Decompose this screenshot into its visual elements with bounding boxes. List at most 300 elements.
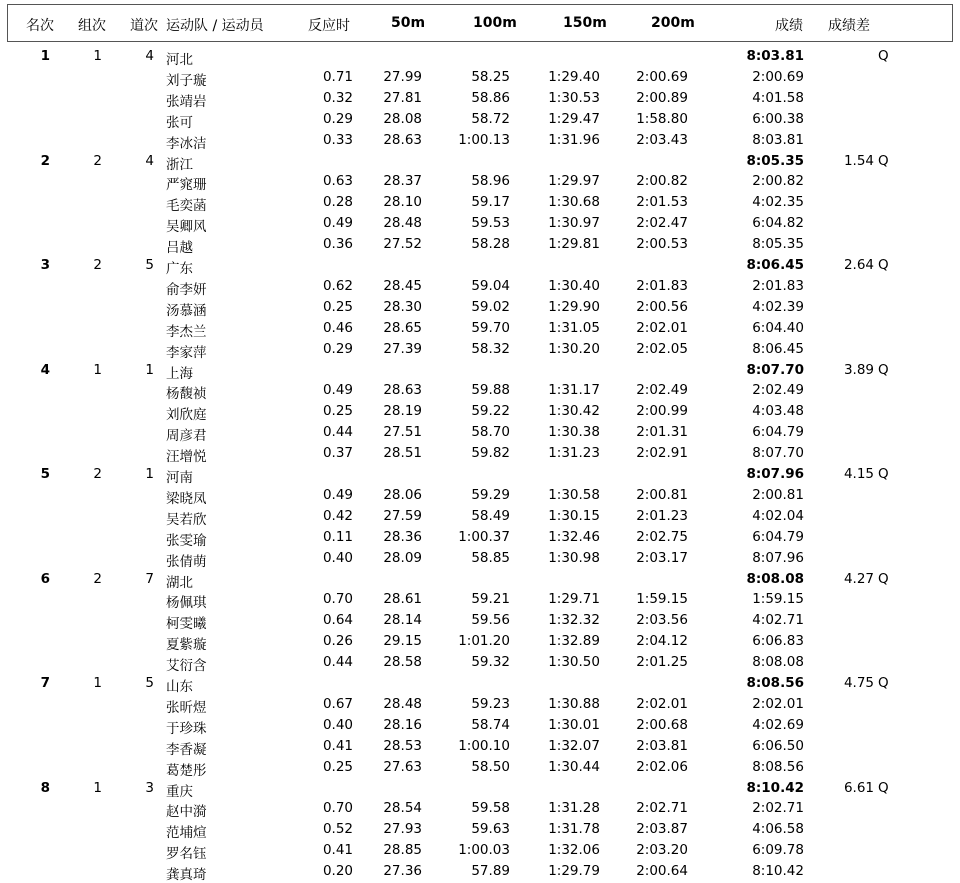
team-row xyxy=(0,778,960,799)
split-150m: 1:30.88 xyxy=(548,695,600,712)
team-name: 河南 xyxy=(166,470,193,486)
split-100m: 59.53 xyxy=(471,215,510,232)
qualified-badge: Q xyxy=(878,361,889,378)
swimmer-name: 刘欣庭 xyxy=(166,407,207,424)
split-50m: 28.65 xyxy=(383,319,422,336)
split-50m: 28.63 xyxy=(383,382,422,399)
cumulative-cell: 8:07.96 xyxy=(752,549,804,566)
split-200m: 2:00.64 xyxy=(636,863,688,880)
split-150m: 1:31.23 xyxy=(548,445,600,462)
result-cell: 8:05.35 xyxy=(746,152,804,169)
cumulative-cell: 8:05.35 xyxy=(752,236,804,253)
header-diff: 成绩差 xyxy=(828,18,870,34)
cumulative-cell: 2:01.83 xyxy=(752,277,804,294)
split-100m: 59.23 xyxy=(471,695,510,712)
split-150m: 1:32.46 xyxy=(548,528,600,545)
split-150m: 1:29.71 xyxy=(548,591,600,608)
split-100m: 59.82 xyxy=(471,445,510,462)
split-50m: 28.06 xyxy=(383,486,422,503)
heat-cell: 2 xyxy=(93,257,102,273)
reaction-cell: 0.41 xyxy=(322,842,353,859)
reaction-cell: 0.32 xyxy=(322,89,353,106)
split-200m: 2:00.56 xyxy=(636,298,688,315)
reaction-cell: 0.33 xyxy=(322,131,353,148)
split-100m: 1:01.20 xyxy=(458,633,510,650)
split-150m: 1:30.15 xyxy=(548,507,600,524)
reaction-cell: 0.40 xyxy=(322,716,353,733)
swimmer-row xyxy=(0,380,960,401)
cumulative-cell: 8:08.08 xyxy=(752,654,804,671)
split-50m: 27.81 xyxy=(383,89,422,106)
swimmer-name: 艾衍含 xyxy=(166,658,207,675)
split-200m: 2:02.05 xyxy=(636,340,688,357)
split-150m: 1:30.53 xyxy=(548,89,600,106)
cumulative-cell: 4:01.58 xyxy=(752,89,804,106)
split-50m: 27.39 xyxy=(383,340,422,357)
split-50m: 28.85 xyxy=(383,842,422,859)
swimmer-row xyxy=(0,192,960,213)
split-150m: 1:29.81 xyxy=(548,236,600,253)
split-200m: 2:02.01 xyxy=(636,695,688,712)
reaction-cell: 0.11 xyxy=(322,528,353,545)
split-200m: 2:01.23 xyxy=(636,507,688,524)
split-200m: 2:00.81 xyxy=(636,486,688,503)
cumulative-cell: 6:06.50 xyxy=(752,737,804,754)
split-100m: 59.21 xyxy=(471,591,510,608)
qualified-badge: Q xyxy=(878,152,889,169)
split-100m: 58.96 xyxy=(471,173,510,190)
lane-cell: 3 xyxy=(145,779,154,796)
header-result: 成绩 xyxy=(775,18,803,34)
split-150m: 1:30.01 xyxy=(548,716,600,733)
team-row xyxy=(0,360,960,381)
lane-cell: 4 xyxy=(145,152,154,169)
split-200m: 2:02.91 xyxy=(636,445,688,462)
team-row xyxy=(0,673,960,694)
lane-cell: 7 xyxy=(145,570,154,587)
swimmer-name: 龚真琦 xyxy=(166,867,207,883)
split-100m: 58.74 xyxy=(471,716,510,733)
split-200m: 2:00.68 xyxy=(636,716,688,733)
split-50m: 28.36 xyxy=(383,528,422,545)
reaction-cell: 0.52 xyxy=(322,821,353,838)
split-200m: 1:58.80 xyxy=(636,110,688,127)
swimmer-name: 罗名钰 xyxy=(166,846,207,863)
team-row xyxy=(0,151,960,172)
result-cell: 8:08.56 xyxy=(746,675,804,691)
swimmer-row xyxy=(0,443,960,464)
split-50m: 28.14 xyxy=(383,612,422,629)
heat-cell: 1 xyxy=(93,675,102,691)
reaction-cell: 0.70 xyxy=(322,591,353,608)
split-100m: 1:00.10 xyxy=(458,737,510,754)
header-50m: 50m xyxy=(391,15,426,31)
swimmer-row xyxy=(0,798,960,819)
split-150m: 1:32.06 xyxy=(548,842,600,859)
swimmer-name: 范埔煊 xyxy=(166,825,207,842)
heat-cell: 1 xyxy=(93,361,102,378)
swimmer-row xyxy=(0,130,960,151)
reaction-cell: 0.44 xyxy=(322,654,353,671)
cumulative-cell: 6:00.38 xyxy=(752,110,804,127)
header-lane: 道次 xyxy=(130,18,158,34)
split-100m: 59.56 xyxy=(471,612,510,629)
split-100m: 1:00.37 xyxy=(458,528,510,545)
reaction-cell: 0.36 xyxy=(322,236,353,253)
split-100m: 59.17 xyxy=(471,194,510,211)
qualified-badge: Q xyxy=(878,48,889,64)
swimmer-row xyxy=(0,819,960,840)
swimmer-name: 严窕珊 xyxy=(166,177,207,194)
split-150m: 1:30.97 xyxy=(548,215,600,232)
split-150m: 1:29.90 xyxy=(548,298,600,315)
split-150m: 1:29.40 xyxy=(548,68,600,85)
cumulative-cell: 2:00.82 xyxy=(752,173,804,190)
split-50m: 28.09 xyxy=(383,549,422,566)
swimmer-row xyxy=(0,276,960,297)
reaction-cell: 0.41 xyxy=(322,737,353,754)
split-200m: 2:03.17 xyxy=(636,549,688,566)
swimmer-name: 赵中漪 xyxy=(166,804,207,821)
swimmer-row xyxy=(0,840,960,861)
swimmer-row xyxy=(0,213,960,234)
reaction-cell: 0.62 xyxy=(322,277,353,294)
swimmer-row xyxy=(0,67,960,88)
team-name: 河北 xyxy=(166,52,193,68)
reaction-cell: 0.25 xyxy=(322,403,353,420)
split-100m: 59.32 xyxy=(471,654,510,671)
split-100m: 58.49 xyxy=(471,507,510,524)
cumulative-cell: 8:08.56 xyxy=(752,758,804,775)
reaction-cell: 0.63 xyxy=(322,173,353,190)
reaction-cell: 0.46 xyxy=(322,319,353,336)
split-100m: 58.70 xyxy=(471,424,510,441)
diff-cell: 3.89 xyxy=(843,361,874,378)
split-100m: 59.63 xyxy=(471,821,510,838)
swimmer-name: 张靖岩 xyxy=(166,93,207,110)
result-cell: 8:10.42 xyxy=(746,779,804,796)
team-row xyxy=(0,255,960,276)
split-150m: 1:30.68 xyxy=(548,194,600,211)
split-200m: 2:02.06 xyxy=(636,758,688,775)
swimmer-name: 张倩萌 xyxy=(166,553,207,570)
reaction-cell: 0.44 xyxy=(322,424,353,441)
header-100m: 100m xyxy=(473,15,517,31)
swimmer-row xyxy=(0,715,960,736)
qualified-badge: Q xyxy=(878,779,889,796)
swimmer-name: 张可 xyxy=(166,114,193,131)
split-200m: 1:59.15 xyxy=(636,591,688,608)
split-50m: 28.19 xyxy=(383,403,422,420)
reaction-cell: 0.64 xyxy=(322,612,353,629)
cumulative-cell: 4:02.69 xyxy=(752,716,804,733)
rank-cell: 6 xyxy=(40,570,50,587)
split-200m: 2:03.87 xyxy=(636,821,688,838)
team-name: 重庆 xyxy=(166,783,193,800)
team-name: 湖北 xyxy=(166,574,193,591)
split-100m: 59.58 xyxy=(471,800,510,817)
split-100m: 58.72 xyxy=(471,110,510,127)
split-150m: 1:30.58 xyxy=(548,486,600,503)
split-150m: 1:31.28 xyxy=(548,800,600,817)
cumulative-cell: 6:04.79 xyxy=(752,528,804,545)
split-200m: 2:01.83 xyxy=(636,277,688,294)
split-200m: 2:00.53 xyxy=(636,236,688,253)
split-50m: 28.54 xyxy=(383,800,422,817)
split-100m: 58.86 xyxy=(471,89,510,106)
reaction-cell: 0.40 xyxy=(322,549,353,566)
heat-cell: 2 xyxy=(93,152,102,169)
heat-cell: 1 xyxy=(93,779,102,796)
header-200m: 200m xyxy=(651,15,695,31)
lane-cell: 4 xyxy=(145,48,154,64)
result-cell: 8:07.96 xyxy=(746,466,804,482)
reaction-cell: 0.20 xyxy=(322,863,353,880)
cumulative-cell: 6:04.82 xyxy=(752,215,804,232)
split-200m: 2:03.81 xyxy=(636,737,688,754)
split-200m: 2:02.49 xyxy=(636,382,688,399)
rank-cell: 8 xyxy=(40,779,50,796)
table-header xyxy=(7,4,953,42)
split-200m: 2:00.82 xyxy=(636,173,688,190)
split-150m: 1:31.96 xyxy=(548,131,600,148)
reaction-cell: 0.71 xyxy=(322,68,353,85)
swimmer-name: 吴卿风 xyxy=(166,219,207,236)
swimmer-name: 葛楚彤 xyxy=(166,762,207,779)
swimmer-name: 俞李妍 xyxy=(166,281,207,298)
rank-cell: 1 xyxy=(40,48,50,64)
split-50m: 28.08 xyxy=(383,110,422,127)
split-150m: 1:32.32 xyxy=(548,612,600,629)
split-200m: 2:01.53 xyxy=(636,194,688,211)
swimmer-row xyxy=(0,297,960,318)
swimmer-row xyxy=(0,506,960,527)
cumulative-cell: 2:02.71 xyxy=(752,800,804,817)
reaction-cell: 0.67 xyxy=(322,695,353,712)
split-50m: 27.99 xyxy=(383,68,422,85)
cumulative-cell: 8:06.45 xyxy=(752,340,804,357)
split-150m: 1:31.78 xyxy=(548,821,600,838)
split-150m: 1:30.98 xyxy=(548,549,600,566)
split-100m: 59.04 xyxy=(471,277,510,294)
cumulative-cell: 1:59.15 xyxy=(752,591,804,608)
lane-cell: 1 xyxy=(145,361,154,378)
reaction-cell: 0.70 xyxy=(322,800,353,817)
split-150m: 1:32.07 xyxy=(548,737,600,754)
split-200m: 2:03.56 xyxy=(636,612,688,629)
split-50m: 28.37 xyxy=(383,173,422,190)
cumulative-cell: 6:06.83 xyxy=(752,633,804,650)
split-200m: 2:00.99 xyxy=(636,403,688,420)
header-reaction: 反应时 xyxy=(308,18,350,34)
split-100m: 1:00.03 xyxy=(458,842,510,859)
swimmer-name: 李香凝 xyxy=(166,741,207,758)
rank-cell: 3 xyxy=(40,257,50,273)
split-50m: 27.63 xyxy=(383,758,422,775)
split-150m: 1:29.47 xyxy=(548,110,600,127)
heat-cell: 1 xyxy=(93,48,102,64)
split-150m: 1:30.40 xyxy=(548,277,600,294)
swimmer-name: 汤慕涵 xyxy=(166,302,207,319)
diff-cell: 6.61 xyxy=(843,779,874,796)
header-team: 运动队 / 运动员 xyxy=(166,18,264,34)
cumulative-cell: 4:02.71 xyxy=(752,612,804,629)
split-50m: 27.36 xyxy=(383,863,422,880)
cumulative-cell: 6:04.79 xyxy=(752,424,804,441)
split-150m: 1:32.89 xyxy=(548,633,600,650)
swimmer-row xyxy=(0,422,960,443)
swimmer-name: 于珍珠 xyxy=(166,720,207,737)
team-row xyxy=(0,46,960,67)
team-row xyxy=(0,464,960,485)
split-50m: 27.93 xyxy=(383,821,422,838)
split-100m: 1:00.13 xyxy=(458,131,510,148)
split-50m: 28.61 xyxy=(383,591,422,608)
diff-cell: 2.64 xyxy=(843,257,874,273)
split-200m: 2:00.69 xyxy=(636,68,688,85)
team-name: 上海 xyxy=(166,365,193,382)
split-50m: 27.51 xyxy=(383,424,422,441)
swimmer-row xyxy=(0,339,960,360)
lane-cell: 5 xyxy=(145,257,154,273)
split-150m: 1:30.50 xyxy=(548,654,600,671)
swimmer-row xyxy=(0,694,960,715)
split-150m: 1:31.05 xyxy=(548,319,600,336)
rank-cell: 4 xyxy=(40,361,50,378)
cumulative-cell: 2:02.49 xyxy=(752,382,804,399)
reaction-cell: 0.25 xyxy=(322,758,353,775)
cumulative-cell: 6:04.40 xyxy=(752,319,804,336)
split-100m: 58.28 xyxy=(471,236,510,253)
split-50m: 27.52 xyxy=(383,236,422,253)
split-200m: 2:01.31 xyxy=(636,424,688,441)
result-cell: 8:08.08 xyxy=(746,570,804,587)
diff-cell: 4.75 xyxy=(843,675,874,691)
split-200m: 2:02.75 xyxy=(636,528,688,545)
heat-cell: 2 xyxy=(93,466,102,482)
split-50m: 28.45 xyxy=(383,277,422,294)
cumulative-cell: 4:02.04 xyxy=(752,507,804,524)
cumulative-cell: 4:02.39 xyxy=(752,298,804,315)
split-50m: 28.63 xyxy=(383,131,422,148)
split-50m: 28.51 xyxy=(383,445,422,462)
rank-cell: 7 xyxy=(40,675,50,691)
split-50m: 28.58 xyxy=(383,654,422,671)
swimmer-name: 张雯瑜 xyxy=(166,532,207,549)
reaction-cell: 0.49 xyxy=(322,382,353,399)
heat-cell: 2 xyxy=(93,570,102,587)
swimmer-row xyxy=(0,548,960,569)
swimmer-row xyxy=(0,736,960,757)
swimmer-name: 张昕煜 xyxy=(166,699,207,716)
split-100m: 58.50 xyxy=(471,758,510,775)
split-100m: 59.22 xyxy=(471,403,510,420)
lane-cell: 1 xyxy=(145,466,154,482)
split-200m: 2:04.12 xyxy=(636,633,688,650)
reaction-cell: 0.28 xyxy=(322,194,353,211)
cumulative-cell: 2:00.81 xyxy=(752,486,804,503)
swimmer-row xyxy=(0,527,960,548)
reaction-cell: 0.25 xyxy=(322,298,353,315)
split-50m: 28.48 xyxy=(383,215,422,232)
swimmer-row xyxy=(0,88,960,109)
split-100m: 59.02 xyxy=(471,298,510,315)
split-150m: 1:29.97 xyxy=(548,173,600,190)
split-100m: 58.32 xyxy=(471,340,510,357)
result-cell: 8:03.81 xyxy=(746,48,804,64)
split-200m: 2:03.20 xyxy=(636,842,688,859)
result-cell: 8:07.70 xyxy=(746,361,804,378)
cumulative-cell: 4:03.48 xyxy=(752,403,804,420)
header-rank: 名次 xyxy=(26,18,54,34)
split-50m: 28.10 xyxy=(383,194,422,211)
team-name: 山东 xyxy=(166,679,193,695)
swimmer-row xyxy=(0,610,960,631)
reaction-cell: 0.29 xyxy=(322,110,353,127)
split-150m: 1:31.17 xyxy=(548,382,600,399)
swimmer-row xyxy=(0,589,960,610)
swimmer-name: 梁晓凤 xyxy=(166,490,207,507)
split-150m: 1:29.79 xyxy=(548,863,600,880)
cumulative-cell: 8:03.81 xyxy=(752,131,804,148)
split-50m: 28.53 xyxy=(383,737,422,754)
rank-cell: 5 xyxy=(40,466,50,482)
swimmer-name: 刘子璇 xyxy=(166,72,207,89)
split-150m: 1:30.42 xyxy=(548,403,600,420)
reaction-cell: 0.49 xyxy=(322,486,353,503)
swimmer-name: 吕越 xyxy=(166,240,193,257)
split-50m: 28.16 xyxy=(383,716,422,733)
swimmer-name: 李杰兰 xyxy=(166,323,207,340)
cumulative-cell: 8:10.42 xyxy=(752,863,804,880)
split-200m: 2:02.47 xyxy=(636,215,688,232)
diff-cell: 4.27 xyxy=(843,570,874,587)
split-100m: 59.29 xyxy=(471,486,510,503)
qualified-badge: Q xyxy=(878,466,889,482)
diff-cell: 1.54 xyxy=(843,152,874,169)
swimmer-row xyxy=(0,401,960,422)
swimmer-row xyxy=(0,861,960,882)
header-heat: 组次 xyxy=(78,18,106,34)
result-cell: 8:06.45 xyxy=(746,257,804,273)
cumulative-cell: 4:06.58 xyxy=(752,821,804,838)
qualified-badge: Q xyxy=(878,257,889,273)
cumulative-cell: 8:07.70 xyxy=(752,445,804,462)
swimmer-name: 杨馥祯 xyxy=(166,386,207,403)
team-name: 浙江 xyxy=(166,156,193,173)
split-150m: 1:30.20 xyxy=(548,340,600,357)
split-100m: 57.89 xyxy=(471,863,510,880)
split-100m: 58.25 xyxy=(471,68,510,85)
split-200m: 2:02.71 xyxy=(636,800,688,817)
split-50m: 29.15 xyxy=(383,633,422,650)
qualified-badge: Q xyxy=(878,675,889,691)
split-100m: 59.88 xyxy=(471,382,510,399)
split-200m: 2:00.89 xyxy=(636,89,688,106)
swimmer-row xyxy=(0,109,960,130)
split-100m: 59.70 xyxy=(471,319,510,336)
split-150m: 1:30.44 xyxy=(548,758,600,775)
reaction-cell: 0.26 xyxy=(322,633,353,650)
swimmer-name: 李家萍 xyxy=(166,344,207,361)
qualified-badge: Q xyxy=(878,570,889,587)
swimmer-name: 夏紫璇 xyxy=(166,637,207,654)
rank-cell: 2 xyxy=(40,152,50,169)
swimmer-name: 周彦君 xyxy=(166,428,207,445)
split-200m: 2:03.43 xyxy=(636,131,688,148)
reaction-cell: 0.42 xyxy=(322,507,353,524)
lane-cell: 5 xyxy=(145,675,154,691)
